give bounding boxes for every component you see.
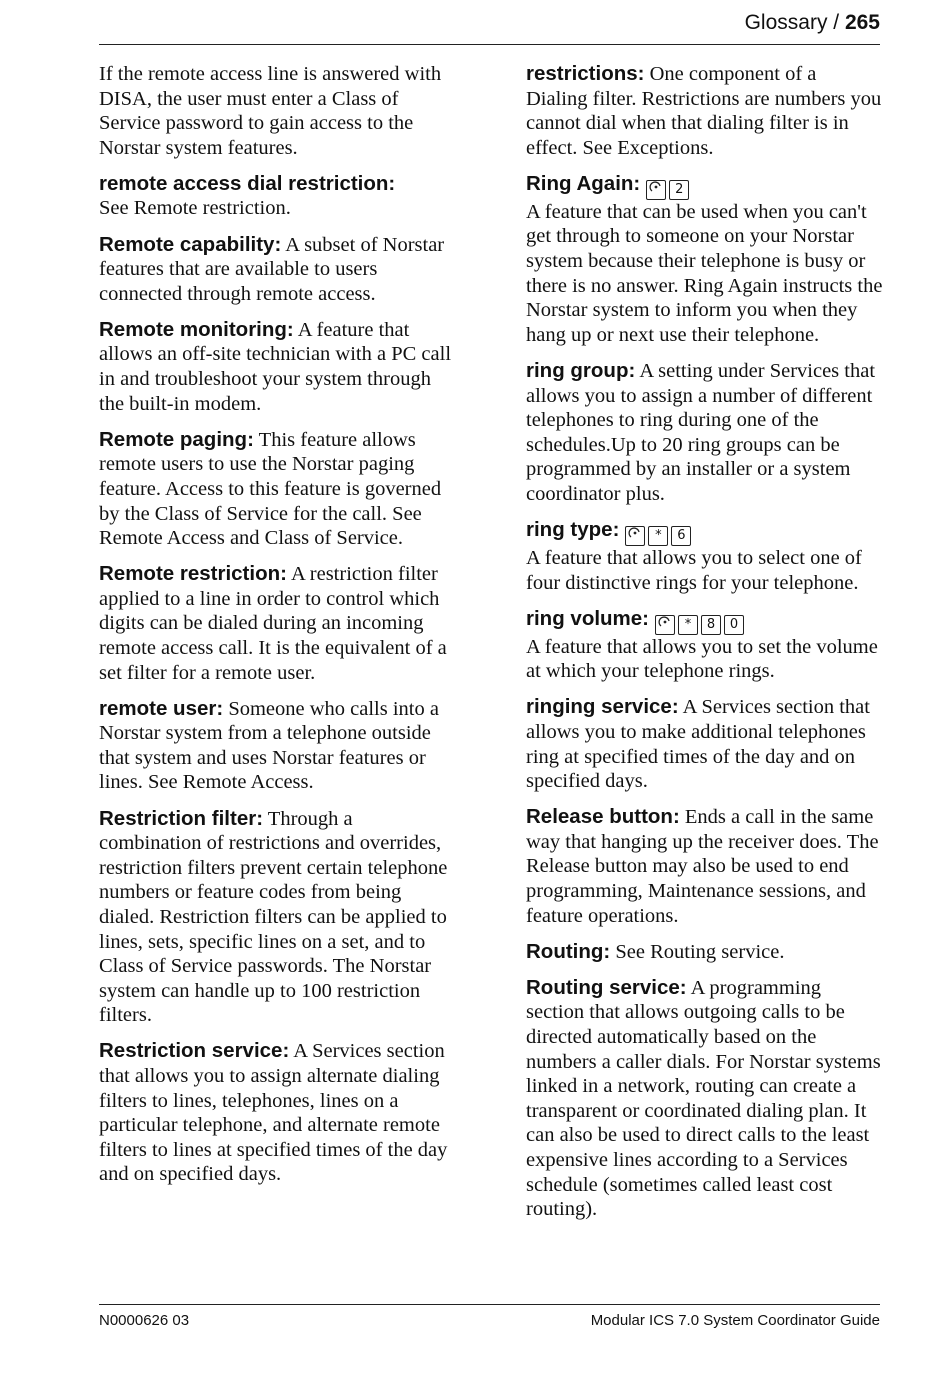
dial-key: *: [648, 526, 668, 546]
glossary-term: Restriction service:: [99, 1039, 290, 1063]
glossary-definition: If the remote access line is answered with DISA, the user must enter a Class of Service password to gain access to the Norstar system features.: [99, 63, 442, 159]
glossary-entry: [526, 359, 883, 507]
glossary-definition: A subset of Norstar features that are available to users connected through remote access.: [99, 233, 445, 305]
glossary-term: Remote restriction:: [99, 562, 287, 586]
glossary-definition: A feature that allows an off-site technician with a PC call in and troubleshoot your system through the built-in modem.: [99, 318, 452, 415]
glossary-definition: A setting under Services that allows you to assign a number of different telephones to ring during one of the schedules.Up to 20 ring groups can be programmed by an installer or a system coordinator plus.: [526, 359, 876, 505]
feature-key-icon: [646, 180, 666, 200]
glossary-definition: One component of a Dialing filter. Restrictions are numbers you cannot dial when that dialing filter is in effect. See Exceptions.: [526, 63, 882, 159]
glossary-term: Restriction filter:: [99, 806, 264, 830]
glossary-entry: [99, 62, 451, 160]
glossary-entry: [99, 807, 451, 1028]
glossary-entry: [526, 607, 883, 684]
dial-key: 6: [671, 526, 691, 546]
document-title: Modular ICS 7.0 System Coordinator Guide: [590, 1312, 880, 1329]
glossary-entry: [99, 233, 451, 307]
glossary-entry: [526, 172, 883, 348]
glossary-term: Remote capability:: [99, 232, 282, 256]
right-column: [526, 62, 883, 1233]
glossary-term: remote user:: [99, 696, 224, 720]
glossary-entry: [99, 1039, 451, 1187]
header-section: Glossary /: [744, 11, 845, 34]
key-sequence: [655, 610, 747, 635]
glossary-term: restrictions:: [526, 62, 645, 85]
glossary-term: Release button:: [526, 805, 680, 829]
glossary-definition: See Remote restriction.: [99, 197, 291, 220]
glossary-term: ring volume:: [526, 606, 650, 630]
glossary-term: Remote monitoring:: [99, 317, 294, 341]
glossary-definition: Ends a call in the same way that hanging up the receiver does. The Release button may also be used to end programming, Maintenance sessions, and feature operations.: [526, 806, 879, 927]
glossary-term: Ring Again:: [526, 171, 641, 195]
glossary-term: Routing service:: [526, 975, 687, 999]
key-sequence: [625, 521, 694, 546]
page-number: 265: [844, 11, 880, 34]
glossary-entry: [526, 62, 883, 160]
glossary-definition: See Routing service.: [615, 940, 785, 963]
glossary-definition: A feature that allows you to set the volume at which your telephone rings.: [526, 635, 878, 683]
glossary-definition: Someone who calls into a Norstar system from a telephone outside that system and uses Norstar features or lines. See Remote Access.: [99, 697, 439, 794]
feature-key-icon: [625, 526, 645, 546]
glossary-entry: [99, 172, 451, 221]
feature-key-icon: [655, 615, 675, 635]
key-sequence: [646, 175, 692, 200]
glossary-entry: [99, 697, 451, 795]
glossary-entry: [526, 976, 883, 1222]
glossary-entry: [526, 805, 883, 928]
glossary-definition: A feature that allows you to select one of four distinctive rings for your telephone.: [526, 547, 862, 594]
glossary-entry: [99, 562, 451, 685]
left-column: [99, 62, 451, 1198]
document-number: N0000626 03: [99, 1312, 190, 1329]
glossary-term: ring type:: [526, 518, 620, 541]
glossary-definition: A feature that can be used when you can't get through to someone on your Norstar system because their telephone is busy or there is no answer. Ring Again instructs the Norstar system to inform you when they hang up or next use their telephone.: [526, 200, 883, 346]
glossary-definition: A Services section that allows you to assign alternate dialing filters to lines, telephones, lines on a particular telephone, and alternate remote filters to lines at specified times of the day and on specified days.: [99, 1040, 448, 1186]
dial-key: 2: [669, 180, 689, 200]
glossary-entry: [99, 428, 451, 551]
glossary-entry: [99, 318, 451, 416]
page-footer: [99, 1304, 880, 1330]
glossary-definition: A restriction filter applied to a line in order to control which digits can be dialed during an incoming remote access call. It is the equivalent of a set filter for a remote user.: [99, 563, 447, 684]
glossary-definition: Through a combination of restrictions and overrides, restriction filters prevent certain telephone numbers or feature codes from being dialed. Restriction filters can be applied to lines, sets, specific lines on a set, and to Class of Service passwords. The Norstar system can handle up to 100 restriction filters.: [99, 807, 448, 1027]
glossary-definition: A programming section that allows outgoing calls to be directed automatically based on the numbers a caller dials. For Norstar systems linked in a network, routing can create a transparent or coordinated dialing plan. It can also be used to direct calls to the least expensive lines according to a Services schedule (sometimes called least cost routing).: [526, 976, 881, 1221]
glossary-entry: [526, 940, 883, 965]
dial-key: *: [678, 615, 698, 635]
glossary-term: ringing service:: [526, 695, 679, 719]
glossary-term: Routing:: [526, 939, 611, 963]
page-header: [99, 8, 880, 45]
glossary-definition: This feature allows remote users to use the Norstar paging feature. Access to this feature is governed by the Class of Service for the call. See Remote Access and Class of Service.: [99, 428, 442, 550]
glossary-term: Remote paging:: [99, 427, 254, 451]
glossary-definition: A Services section that allows you to make additional telephones ring at specified times of the day and on specified days.: [526, 696, 870, 793]
glossary-term: remote access dial restriction:: [99, 171, 396, 195]
glossary-term: ring group:: [526, 358, 636, 382]
dial-key: 8: [701, 615, 721, 635]
glossary-entry: [526, 695, 883, 793]
dial-key: 0: [724, 615, 744, 635]
glossary-entry: [526, 518, 883, 595]
